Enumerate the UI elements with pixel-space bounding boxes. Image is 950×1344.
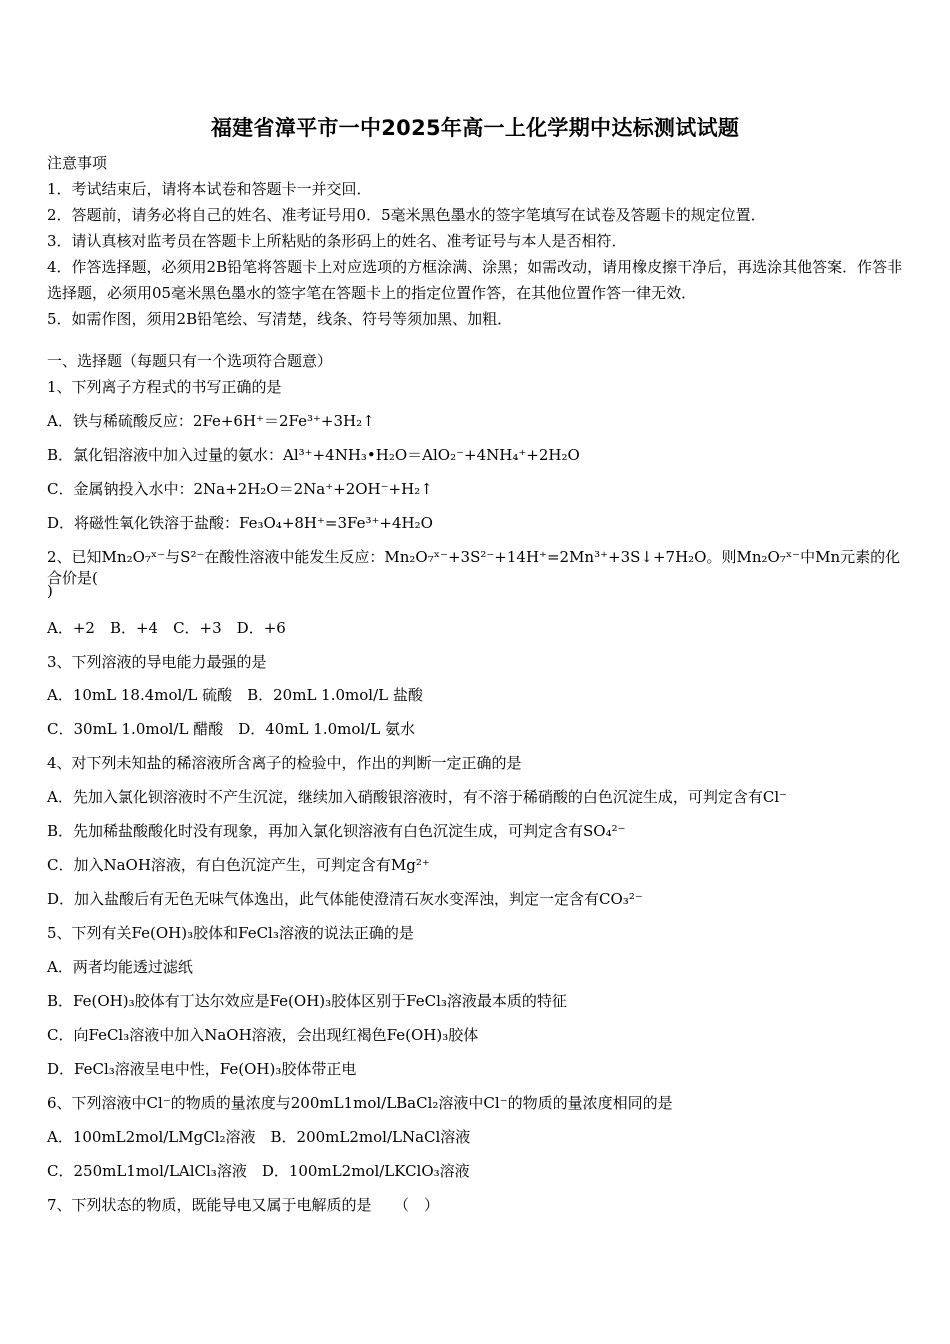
question-6-options-cd: C．250mL1mol/LAlCl₃溶液 D．100mL2mol/LKClO₃溶液	[47, 1162, 470, 1180]
notice-heading: 注意事项	[47, 154, 108, 172]
question-3-options-ab: A．10mL 18.4mol/L 硫酸 B．20mL 1.0mol/L 盐酸	[47, 686, 423, 704]
question-6-options-ab: A．100mL2mol/LMgCl₂溶液 B．200mL2mol/LNaCl溶液	[47, 1128, 471, 1146]
question-7-stem: 7、下列状态的物质，既能导电又属于电解质的是 （ ）	[47, 1196, 440, 1214]
question-3-options-cd: C．30mL 1.0mol/L 醋酸 D．40mL 1.0mol/L 氨水	[47, 720, 415, 738]
question-1-option-d: D．将磁性氧化铁溶于盐酸：Fe₃O₄+8H⁺=3Fe³⁺+4H₂O	[47, 514, 433, 532]
question-1-option-b: B．氯化铝溶液中加入过量的氨水：Al³⁺+4NH₃•H₂O＝AlO₂⁻+4NH₄⁺+2H₂O	[47, 446, 580, 464]
question-5-option-d: D．FeCl₃溶液呈电中性，Fe(OH)₃胶体带正电	[47, 1060, 357, 1078]
notice-item: 3．请认真核对监考员在答题卡上所粘贴的条形码上的姓名、准考证号与本人是否相符．	[47, 232, 627, 250]
question-1-option-c: C．金属钠投入水中：2Na+2H₂O＝2Na⁺+2OH⁻+H₂↑	[47, 480, 433, 498]
question-3-stem: 3、下列溶液的导电能力最强的是	[47, 653, 267, 671]
question-5-option-b: B．Fe(OH)₃胶体有丁达尔效应是Fe(OH)₃胶体区别于FeCl₃溶液最本质的特征	[47, 992, 567, 1010]
notice-list	[47, 176, 907, 332]
question-4-option-d: D．加入盐酸后有无色无味气体逸出，此气体能使澄清石灰水变浑浊，判定一定含有CO₃²⁻	[47, 890, 643, 908]
notice-item: 1．考试结束后，请将本试卷和答题卡一并交回．	[47, 180, 372, 198]
question-1-stem: 1、下列离子方程式的书写正确的是	[47, 378, 282, 396]
page-title: 福建省漳平市一中2025年高一上化学期中达标测试试题	[210, 116, 740, 140]
question-6-stem: 6、下列溶液中Cl⁻的物质的量浓度与200mL1mol/LBaCl₂溶液中Cl⁻的物质的量浓度相同的是	[47, 1094, 673, 1112]
question-5-option-a: A．两者均能透过滤纸	[47, 958, 193, 976]
question-4-option-a: A．先加入氯化钡溶液时不产生沉淀，继续加入硝酸银溶液时，有不溶于稀硝酸的白色沉淀生成，可判定含有Cl⁻	[47, 788, 788, 806]
question-4-option-c: C．加入NaOH溶液，有白色沉淀产生，可判定含有Mg²⁺	[47, 856, 430, 874]
question-2-stem-end: )	[47, 582, 53, 600]
notice-item: 2．答题前，请务必将自己的姓名、准考证号用0．5毫米黑色墨水的签字笔填写在试卷及答题卡的规定位置．	[47, 206, 766, 224]
question-5-option-c: C．向FeCl₃溶液中加入NaOH溶液，会出现红褐色Fe(OH)₃胶体	[47, 1026, 479, 1044]
question-2-stem: 2、已知Mn₂O₇ˣ⁻与S²⁻在酸性溶液中能发生反应：Mn₂O₇ˣ⁻+3S²⁻+14H⁺=2Mn³⁺+3S↓+7H₂O。则Mn₂O₇ˣ⁻中Mn元素的化合价是(	[47, 548, 901, 587]
question-2-options: A．+2 B．+4 C．+3 D．+6	[47, 619, 286, 637]
question-1-option-a: A．铁与稀硫酸反应：2Fe+6H⁺＝2Fe³⁺+3H₂↑	[47, 412, 375, 430]
notice-item: 4．作答选择题，必须用2B铅笔将答题卡上对应选项的方框涂满、涂黑；如需改动，请用橡皮擦干净后，再选涂其他答案．作答非选择题，必须用05毫米黑色墨水的签字笔在答题卡上的指定位置作答，在其他位置作答一律无效．	[47, 258, 903, 302]
question-4-option-b: B．先加稀盐酸酸化时没有现象，再加入氯化钡溶液有白色沉淀生成，可判定含有SO₄²⁻	[47, 822, 626, 840]
notice-item: 5．如需作图，须用2B铅笔绘、写清楚，线条、符号等须加黑、加粗．	[47, 310, 513, 328]
question-4-stem: 4、对下列未知盐的稀溶液所含离子的检验中，作出的判断一定正确的是	[47, 754, 522, 772]
section-heading: 一、选择题（每题只有一个选项符合题意）	[47, 352, 333, 370]
question-5-stem: 5、下列有关Fe(OH)₃胶体和FeCl₃溶液的说法正确的是	[47, 924, 414, 942]
